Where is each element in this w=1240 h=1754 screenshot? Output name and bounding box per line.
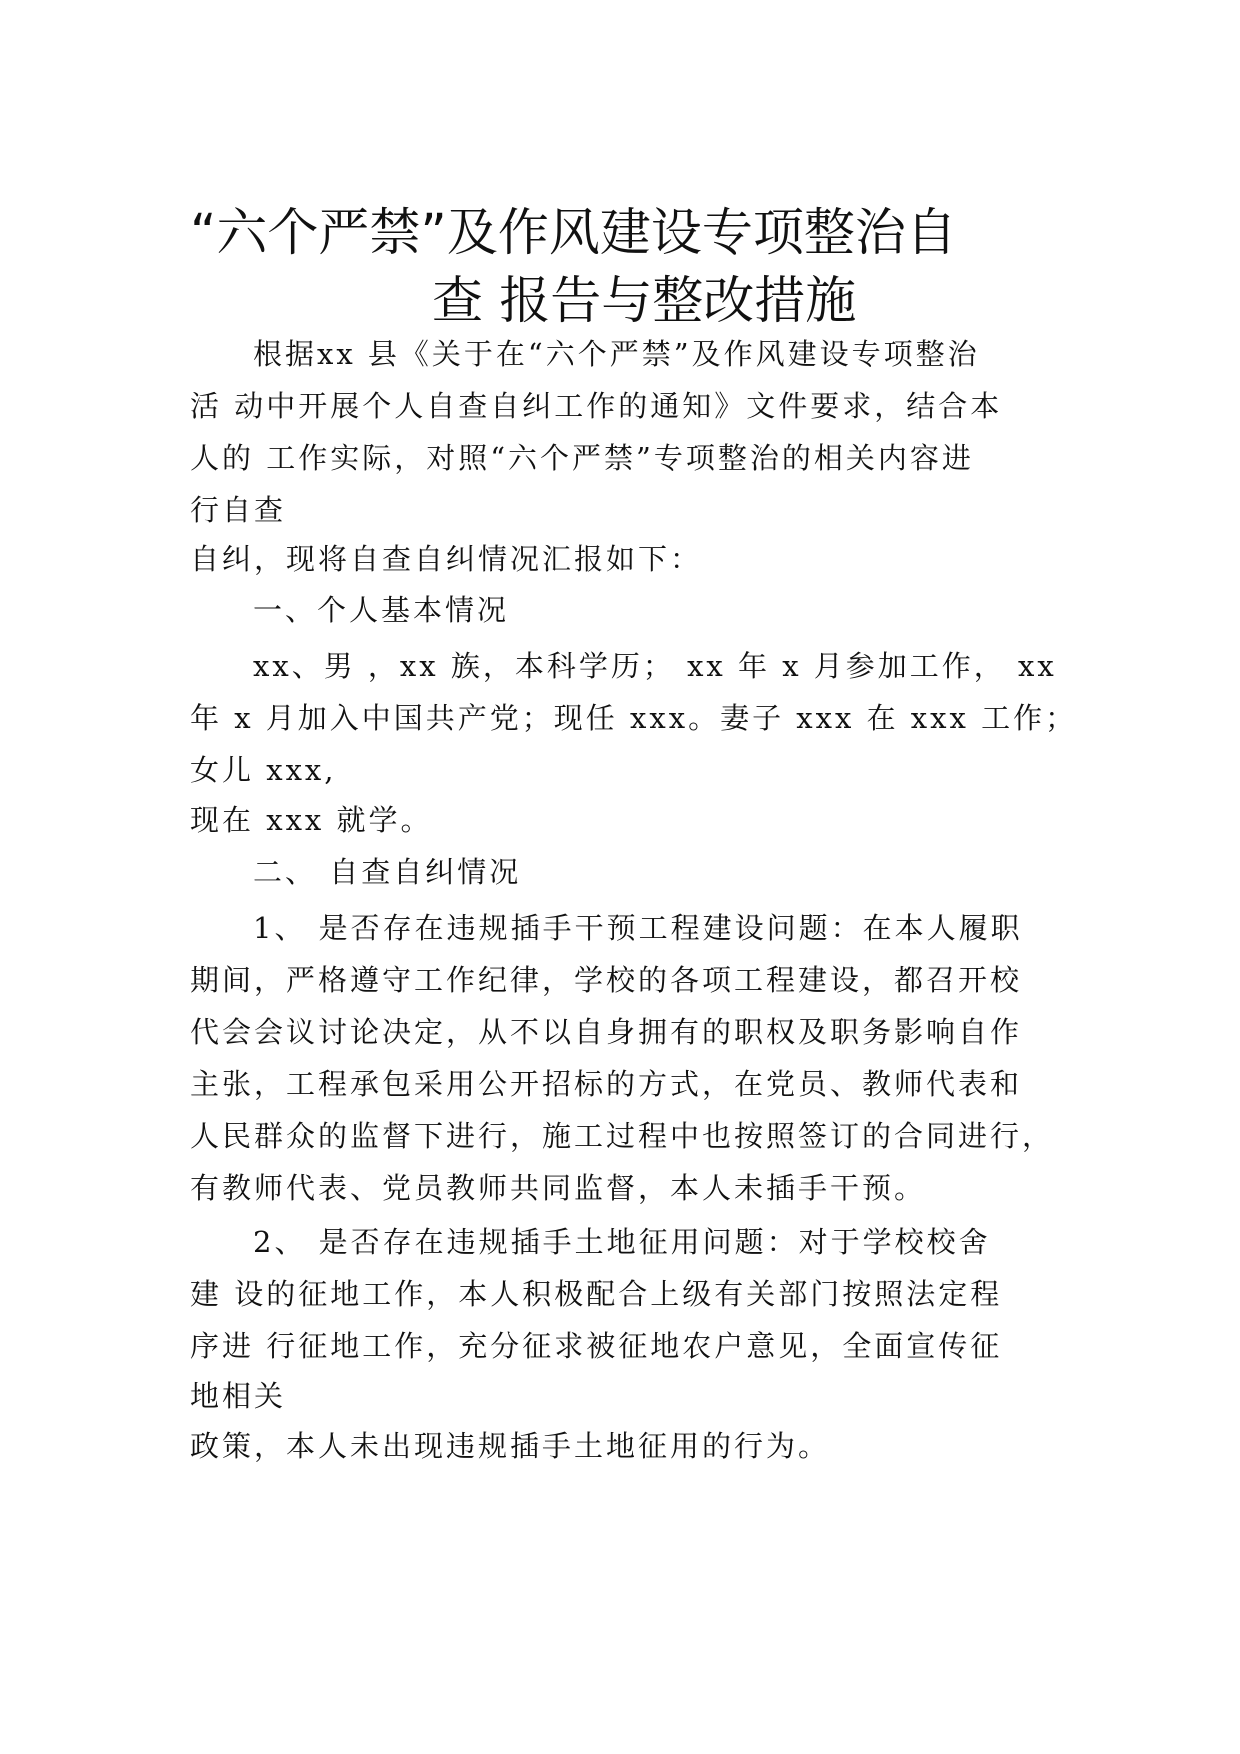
paragraph-line: 政策，本人未出现违规插手土地征用的行为。 — [190, 1429, 831, 1463]
section-heading-personal-info: 一、个人基本情况 — [253, 593, 510, 627]
paragraph-line: 有教师代表、党员教师共同监督，本人未插手干预。 — [190, 1171, 927, 1205]
paragraph-line: 根据xx 县《关于在“六个严禁”及作风建设专项整治 — [253, 337, 980, 371]
paragraph-line: 地相关 — [190, 1379, 287, 1413]
paragraph-line: 活 动中开展个人自查自纠工作的通知》文件要求，结合本 — [190, 389, 1003, 423]
paragraph-line: 现在 xxx 就学。 — [190, 803, 433, 837]
paragraph-line: 女儿 xxx, — [190, 753, 337, 787]
paragraph-line: xx、男 ，xx 族，本科学历； xx 年 x 月参加工作， xx — [253, 649, 1057, 683]
paragraph-line: 人民群众的监督下进行，施工过程中也按照签订的合同进行， — [190, 1119, 1055, 1153]
paragraph-line: 人的 工作实际，对照“六个严禁”专项整治的相关内容进 — [190, 441, 974, 475]
paragraph-line: 序进 行征地工作，充分征求被征地农户意见，全面宣传征 — [190, 1329, 1003, 1363]
document-title-line-1: “六个严禁”及作风建设专项整治自 — [190, 204, 957, 263]
paragraph-line: 年 x 月加入中国共产党；现任 xxx。妻子 xxx 在 xxx 工作； — [190, 701, 1078, 735]
paragraph-line: 建 设的征地工作，本人积极配合上级有关部门按照法定程 — [190, 1277, 1003, 1311]
document-title-line-2: 查 报告与整改措施 — [432, 272, 857, 331]
paragraph-line: 1、 是否存在违规插手干预工程建设问题：在本人履职 — [253, 911, 1023, 945]
paragraph-line: 行自查 — [190, 493, 287, 527]
section-heading-self-inspection: 二、 自查自纠情况 — [253, 855, 522, 889]
paragraph-line: 2、 是否存在违规插手土地征用问题：对于学校校舍 — [253, 1225, 991, 1259]
paragraph-line: 代会会议讨论决定，从不以自身拥有的职权及职务影响自作 — [190, 1015, 1023, 1049]
paragraph-line: 期间，严格遵守工作纪律，学校的各项工程建设，都召开校 — [190, 963, 1023, 997]
paragraph-line: 自纠，现将自查自纠情况汇报如下： — [190, 542, 703, 576]
paragraph-line: 主张，工程承包采用公开招标的方式，在党员、教师代表和 — [190, 1067, 1023, 1101]
